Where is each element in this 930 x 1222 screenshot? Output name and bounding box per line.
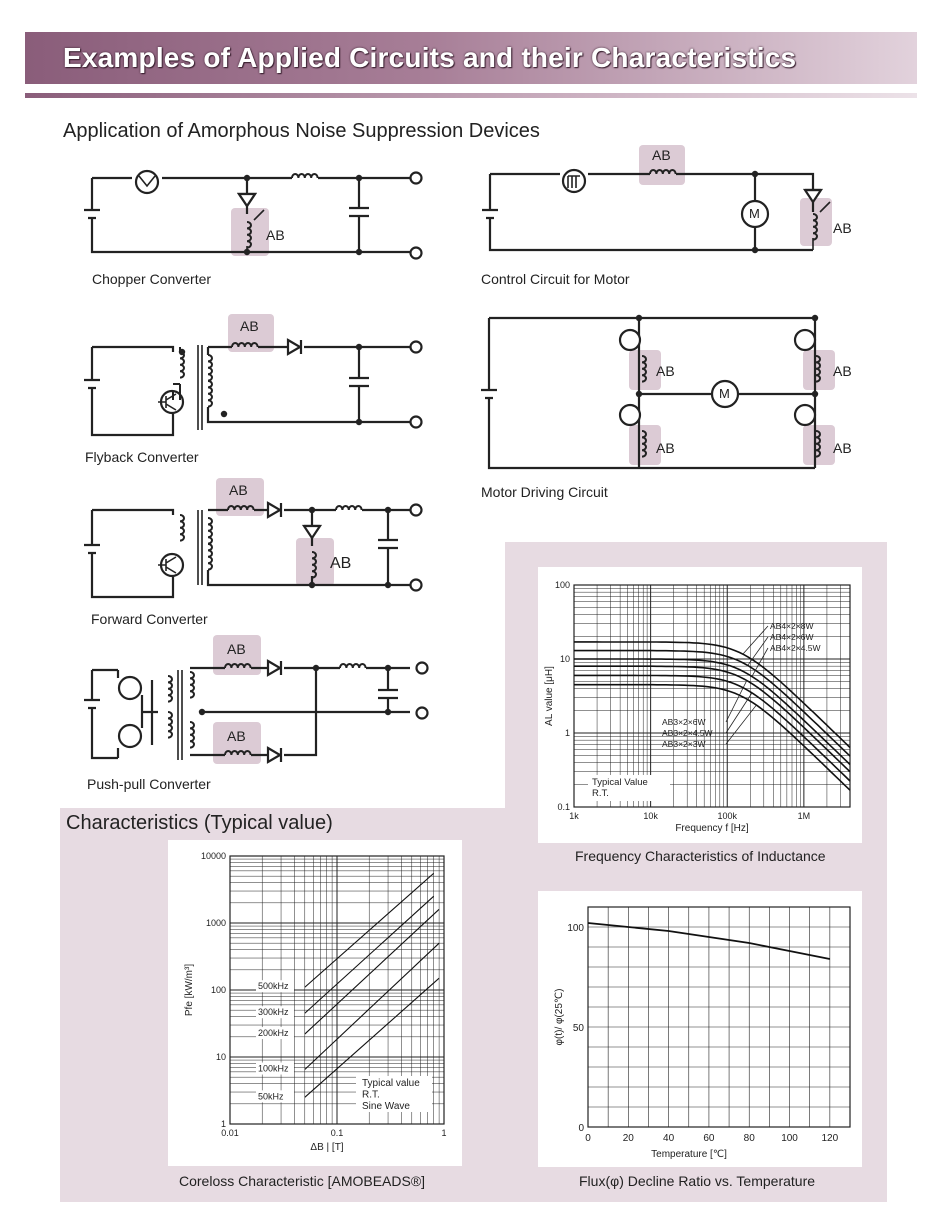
caption-coreloss-chart: Coreloss Characteristic [AMOBEADS®] (179, 1173, 426, 1189)
series-label: 50kHz (258, 1091, 284, 1102)
coreloss-chart (168, 840, 462, 1166)
y-tick-label: 1000 (205, 918, 226, 928)
y-tick-label: 10 (559, 654, 570, 664)
x-tick-label: 0.1 (330, 1128, 344, 1138)
y-tick-label: 10000 (200, 851, 226, 861)
legend-label: AB4×2×8W (770, 621, 814, 631)
y-tick-label: 100 (554, 580, 570, 590)
x-tick-label: 60 (703, 1133, 715, 1144)
y-tick-label: 1 (220, 1119, 226, 1129)
plot-frame (588, 907, 850, 1127)
series-label: 100kHz (258, 1063, 289, 1074)
caption-temperature-chart: Flux(φ) Decline Ratio vs. Temperature (579, 1173, 816, 1189)
legend-label: AB4×2×4.5W (770, 643, 821, 653)
x-tick-label: 0 (585, 1133, 591, 1144)
plot-frame (574, 585, 850, 807)
x-tick-label: 10k (643, 811, 658, 821)
frequency-chart-box (538, 567, 862, 843)
y-tick-label: 100 (210, 985, 226, 995)
legend-label: AB3×2×4.5W (662, 728, 713, 738)
ab-label-pushpull-bottom: AB (227, 728, 246, 744)
note-text: R.T. (592, 788, 609, 799)
ab-label-pushpull-top: AB (227, 641, 246, 657)
ab-label-drive-br: AB (833, 440, 852, 456)
motor-symbol-label-2: M (719, 386, 730, 401)
chopper-circuit (84, 171, 422, 259)
x-axis-label: Temperature [℃] (651, 1149, 727, 1160)
frequency-inductance-chart (538, 567, 862, 843)
ab-label-forward-side: AB (330, 555, 352, 572)
legend-label: AB3×2×3W (662, 739, 706, 749)
x-tick-label: 100k (717, 811, 738, 821)
x-axis-label: Frequency f [Hz] (675, 823, 749, 834)
legend-leader (748, 637, 768, 665)
note-text: Sine Wave (362, 1101, 410, 1112)
y-tick-label: 50 (572, 1023, 584, 1034)
ab-label-forward-top: AB (229, 482, 248, 498)
caption-forward: Forward Converter (91, 611, 208, 627)
caption-frequency-chart: Frequency Characteristics of Inductance (575, 848, 826, 864)
x-tick-label: 0.01 (221, 1128, 239, 1138)
series-label: 200kHz (258, 1028, 289, 1039)
note-text: Typical value (362, 1078, 420, 1089)
series-line (305, 943, 439, 1069)
coreloss-chart-box (168, 840, 462, 1166)
section-title-characteristics: Characteristics (Typical value) (66, 812, 333, 834)
x-tick-label: 80 (743, 1133, 755, 1144)
y-tick-label: 0 (578, 1123, 584, 1134)
y-tick-label: 0.1 (557, 802, 570, 812)
note-text: Typical Value (592, 777, 648, 788)
x-tick-label: 40 (663, 1133, 675, 1144)
x-tick-label: 1 (441, 1128, 447, 1138)
y-axis-label: AL value [μH] (544, 666, 555, 726)
x-tick-label: 1M (797, 811, 811, 821)
series-label: 300kHz (258, 1007, 289, 1018)
ab-label-drive-bl: AB (656, 440, 675, 456)
series-line (574, 666, 850, 772)
legend-label: AB4×2×6W (770, 632, 814, 642)
pushpull-circuit (84, 635, 428, 764)
y-axis-label: φ(t)/ φ(25℃) (554, 988, 565, 1046)
forward-circuit (84, 478, 422, 597)
ab-label-flyback: AB (240, 318, 259, 334)
y-tick-label: 100 (567, 923, 584, 934)
ab-label-chopper: AB (266, 227, 285, 243)
x-tick-label: 120 (821, 1133, 839, 1144)
ab-label-drive-tr: AB (833, 363, 852, 379)
legend-leader (743, 626, 768, 654)
x-axis-label: ΔB | [T] (310, 1142, 344, 1153)
section-title-application: Application of Amorphous Noise Suppression Devices (63, 120, 540, 142)
ab-label-drive-tl: AB (656, 363, 675, 379)
x-tick-label: 100 (781, 1133, 798, 1144)
caption-pushpull: Push-pull Converter (87, 776, 211, 792)
legend-label: AB3×2×6W (662, 717, 706, 727)
caption-flyback: Flyback Converter (85, 449, 199, 465)
legend-leader (726, 681, 747, 722)
flux-temperature-chart (538, 891, 862, 1167)
caption-chopper: Chopper Converter (92, 271, 212, 287)
ab-label-motor-control-side: AB (833, 220, 852, 236)
x-tick-label: 20 (622, 1133, 634, 1144)
caption-motor-driving: Motor Driving Circuit (481, 484, 608, 500)
y-tick-label: 1 (564, 728, 570, 738)
note-text: R.T. (362, 1089, 380, 1101)
temperature-chart-box (538, 891, 862, 1167)
series-label: 500kHz (258, 981, 289, 992)
y-tick-label: 10 (215, 1052, 226, 1062)
x-tick-label: 1k (569, 811, 579, 821)
ab-label-motor-control-top: AB (652, 147, 671, 163)
y-axis-label: Pfe [kW/m³] (184, 963, 195, 1017)
page-title: Examples of Applied Circuits and their Characteristics (63, 42, 797, 73)
motor-symbol-label-1: M (749, 206, 760, 221)
caption-motor-control: Control Circuit for Motor (481, 271, 630, 287)
